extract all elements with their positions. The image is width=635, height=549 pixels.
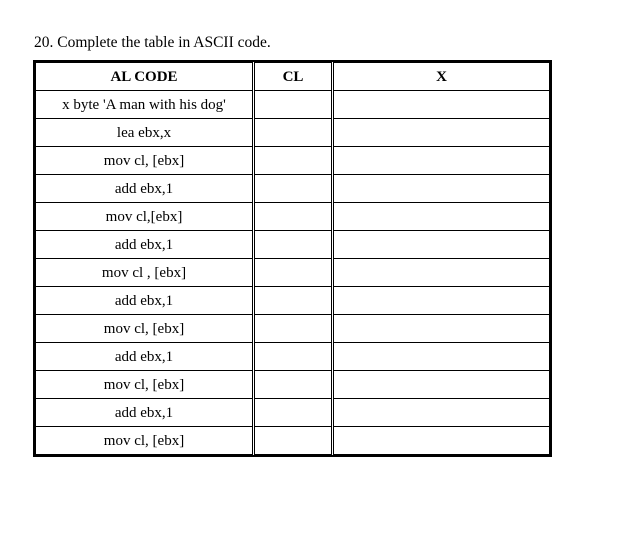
table-row — [36, 175, 550, 203]
x-cell[interactable] — [333, 315, 550, 343]
x-cell[interactable] — [333, 287, 550, 315]
cl-cell[interactable] — [254, 119, 333, 147]
cl-cell[interactable] — [254, 371, 333, 399]
question-title: 20. Complete the table in ASCII code. — [34, 34, 271, 51]
table-header-row — [36, 63, 550, 91]
x-cell[interactable] — [333, 399, 550, 427]
table-row — [36, 231, 550, 259]
table-row — [36, 91, 550, 119]
cl-cell[interactable] — [254, 203, 333, 231]
code-cell: x byte 'A man with his dog' — [36, 91, 254, 119]
x-cell[interactable] — [333, 203, 550, 231]
code-cell: add ebx,1 — [36, 399, 254, 427]
cl-cell[interactable] — [254, 315, 333, 343]
table-row — [36, 147, 550, 175]
code-cell: lea ebx,x — [36, 119, 254, 147]
code-cell: add ebx,1 — [36, 175, 254, 203]
cl-cell[interactable] — [254, 343, 333, 371]
code-cell: add ebx,1 — [36, 343, 254, 371]
code-cell: add ebx,1 — [36, 231, 254, 259]
x-cell[interactable] — [333, 231, 550, 259]
x-cell[interactable] — [333, 119, 550, 147]
table-row — [36, 203, 550, 231]
cl-cell[interactable] — [254, 427, 333, 455]
x-cell[interactable] — [333, 175, 550, 203]
x-cell[interactable] — [333, 147, 550, 175]
code-cell: add ebx,1 — [36, 287, 254, 315]
cl-cell[interactable] — [254, 231, 333, 259]
table-row — [36, 119, 550, 147]
x-cell[interactable] — [333, 91, 550, 119]
header-cl: CL — [254, 63, 333, 91]
cl-cell[interactable] — [254, 287, 333, 315]
cl-cell[interactable] — [254, 147, 333, 175]
table-row — [36, 399, 550, 427]
x-cell[interactable] — [333, 343, 550, 371]
x-cell[interactable] — [333, 427, 550, 455]
x-cell[interactable] — [333, 371, 550, 399]
header-al-code: AL CODE — [36, 63, 254, 91]
code-cell: mov cl, [ebx] — [36, 315, 254, 343]
cl-cell[interactable] — [254, 259, 333, 287]
header-x: X — [333, 63, 550, 91]
cl-cell[interactable] — [254, 399, 333, 427]
table-row — [36, 427, 550, 455]
table-row — [36, 259, 550, 287]
cl-cell[interactable] — [254, 91, 333, 119]
table-row — [36, 371, 550, 399]
table-row — [36, 287, 550, 315]
code-cell: mov cl, [ebx] — [36, 427, 254, 455]
code-cell: mov cl, [ebx] — [36, 147, 254, 175]
code-cell: mov cl , [ebx] — [36, 259, 254, 287]
table-row — [36, 315, 550, 343]
x-cell[interactable] — [333, 259, 550, 287]
cl-cell[interactable] — [254, 175, 333, 203]
table-row — [36, 343, 550, 371]
ascii-table — [35, 62, 550, 455]
code-cell: mov cl, [ebx] — [36, 371, 254, 399]
code-cell: mov cl,[ebx] — [36, 203, 254, 231]
